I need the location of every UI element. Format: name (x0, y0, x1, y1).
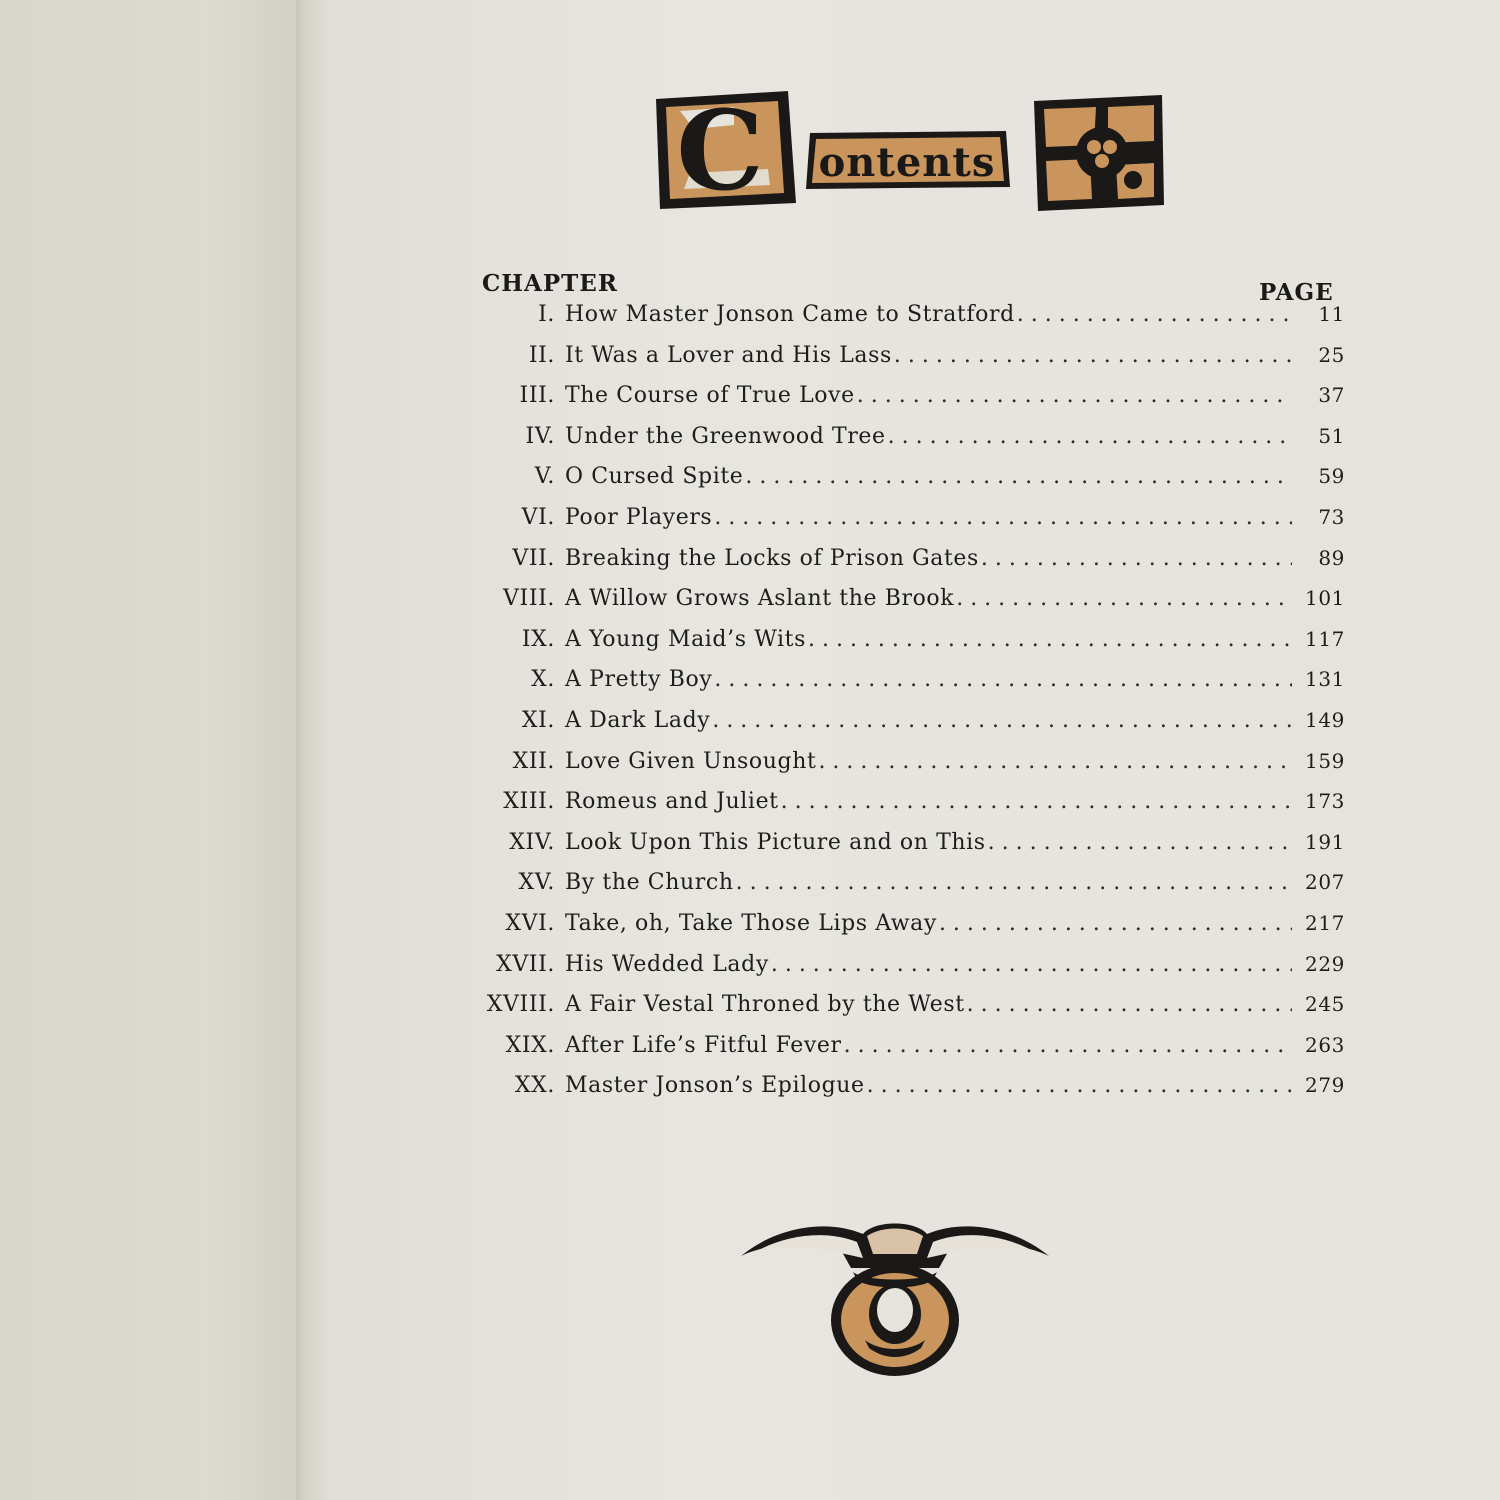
chapter-title: Take, oh, Take Those Lips Away (565, 910, 937, 936)
tailpiece-ornament (735, 1210, 1055, 1380)
chapter-number: VII. (512, 545, 555, 571)
contents-heading (650, 85, 1170, 215)
toc-row (440, 952, 1345, 993)
chapter-number: XI. (521, 707, 555, 733)
toc-row (440, 1073, 1345, 1114)
chapter-number: IV. (525, 423, 555, 449)
initial-c-block (656, 86, 796, 215)
toc-list (440, 302, 1345, 1114)
dot-leader (857, 383, 1292, 408)
chapter-title: A Fair Vestal Throned by the West (565, 992, 965, 1018)
page-number: 173 (1305, 789, 1345, 814)
page-column-label: PAGE (1259, 279, 1334, 306)
toc-row (440, 505, 1345, 546)
toc-row (440, 870, 1345, 911)
toc-row (440, 424, 1345, 465)
page-number: 191 (1305, 829, 1345, 854)
dot-leader (981, 546, 1292, 571)
chapter-number: XVIII. (486, 992, 555, 1018)
dot-leader (781, 789, 1292, 814)
chapter-title: His Wedded Lady (565, 951, 769, 977)
toc-row (440, 383, 1345, 424)
chapter-title: O Cursed Spite (565, 464, 744, 490)
page-number: 263 (1305, 1032, 1345, 1057)
dot-leader (771, 952, 1292, 977)
chapter-title: By the Church (565, 870, 734, 896)
heading-word: ontents (818, 139, 996, 186)
rose-knot-ornament-icon (1034, 95, 1164, 211)
chapter-column-label: CHAPTER (482, 270, 618, 297)
dot-leader (736, 870, 1292, 895)
toc-row (440, 830, 1345, 871)
toc-row (440, 343, 1345, 384)
word-plaque (806, 131, 1010, 189)
dot-leader (867, 1073, 1292, 1098)
chapter-title: A Dark Lady (565, 707, 711, 733)
chapter-number: II. (528, 342, 555, 368)
chapter-number: XVII. (496, 951, 555, 977)
chapter-number: X. (531, 667, 555, 693)
dot-leader (988, 830, 1292, 855)
page-number: 25 (1318, 342, 1345, 367)
chapter-title: Under the Greenwood Tree (565, 423, 886, 449)
page-number: 37 (1318, 383, 1345, 408)
chapter-title: Poor Players (565, 504, 713, 530)
dot-leader (939, 911, 1292, 936)
chapter-number: III. (519, 383, 555, 409)
chapter-number: XIII. (503, 789, 555, 815)
toc-row (440, 302, 1345, 343)
page-number: 117 (1305, 626, 1345, 651)
dot-leader (1017, 302, 1292, 327)
chapter-title: Look Upon This Picture and on This (565, 829, 986, 855)
chapter-title: A Pretty Boy (565, 667, 713, 693)
chapter-title: Love Given Unsought (565, 748, 817, 774)
dot-leader (967, 992, 1292, 1017)
left-page (0, 0, 298, 1500)
dot-leader (714, 505, 1292, 530)
page-number: 207 (1305, 870, 1345, 895)
chapter-title: A Young Maid’s Wits (565, 626, 806, 652)
chapter-number: XII. (512, 748, 555, 774)
chapter-number: XIV. (509, 829, 555, 855)
dot-leader (818, 749, 1292, 774)
page-number: 131 (1305, 667, 1345, 692)
toc-row (440, 708, 1345, 749)
toc-row (440, 992, 1345, 1033)
chapter-title: After Life’s Fitful Fever (565, 1032, 842, 1058)
chapter-number: XVI. (505, 910, 555, 936)
page-number: 229 (1305, 951, 1345, 976)
page-number: 149 (1305, 707, 1345, 732)
dot-leader (888, 424, 1292, 449)
page-number: 159 (1305, 748, 1345, 773)
chapter-number: XV. (518, 870, 555, 896)
page-number: 89 (1318, 545, 1345, 570)
chapter-number: V. (534, 464, 555, 490)
contents-heading-art (650, 85, 1170, 215)
chapter-number: XX. (514, 1073, 555, 1099)
toc-row (440, 1033, 1345, 1074)
chapter-title: Romeus and Juliet (565, 789, 779, 815)
chapter-title: It Was a Lover and His Lass (565, 342, 892, 368)
chapter-number: VIII. (503, 586, 555, 612)
toc-row (440, 667, 1345, 708)
toc-row (440, 627, 1345, 668)
chapter-number: I. (538, 302, 555, 327)
chapter-title: How Master Jonson Came to Stratford (565, 302, 1015, 327)
page-number: 217 (1305, 910, 1345, 935)
page-number: 245 (1305, 992, 1345, 1017)
chapter-title: A Willow Grows Aslant the Brook (565, 586, 955, 612)
toc-row (440, 464, 1345, 505)
toc-row (440, 749, 1345, 790)
page-number: 73 (1318, 504, 1345, 529)
dot-leader (712, 708, 1292, 733)
heading-initial: C (676, 86, 764, 215)
chapter-number: XIX. (505, 1032, 555, 1058)
toc-row (440, 789, 1345, 830)
toc-row (440, 546, 1345, 587)
dot-leader (894, 343, 1292, 368)
art-nouveau-tailpiece-icon (735, 1210, 1055, 1380)
page-number: 279 (1305, 1073, 1345, 1098)
toc-row (440, 586, 1345, 627)
chapter-number: IX. (521, 626, 555, 652)
dot-leader (844, 1033, 1292, 1058)
dot-leader (714, 667, 1292, 692)
dot-leader (745, 464, 1292, 489)
page-number: 51 (1318, 423, 1345, 448)
chapter-title: Breaking the Locks of Prison Gates (565, 545, 979, 571)
dot-leader (808, 627, 1292, 652)
toc-row (440, 911, 1345, 952)
page-number: 11 (1318, 302, 1345, 326)
chapter-number: VI. (521, 504, 555, 530)
page-number: 101 (1305, 586, 1345, 611)
chapter-title: The Course of True Love (565, 383, 855, 409)
page-number: 59 (1318, 464, 1345, 489)
dot-leader (956, 586, 1292, 611)
chapter-title: Master Jonson’s Epilogue (565, 1073, 865, 1099)
